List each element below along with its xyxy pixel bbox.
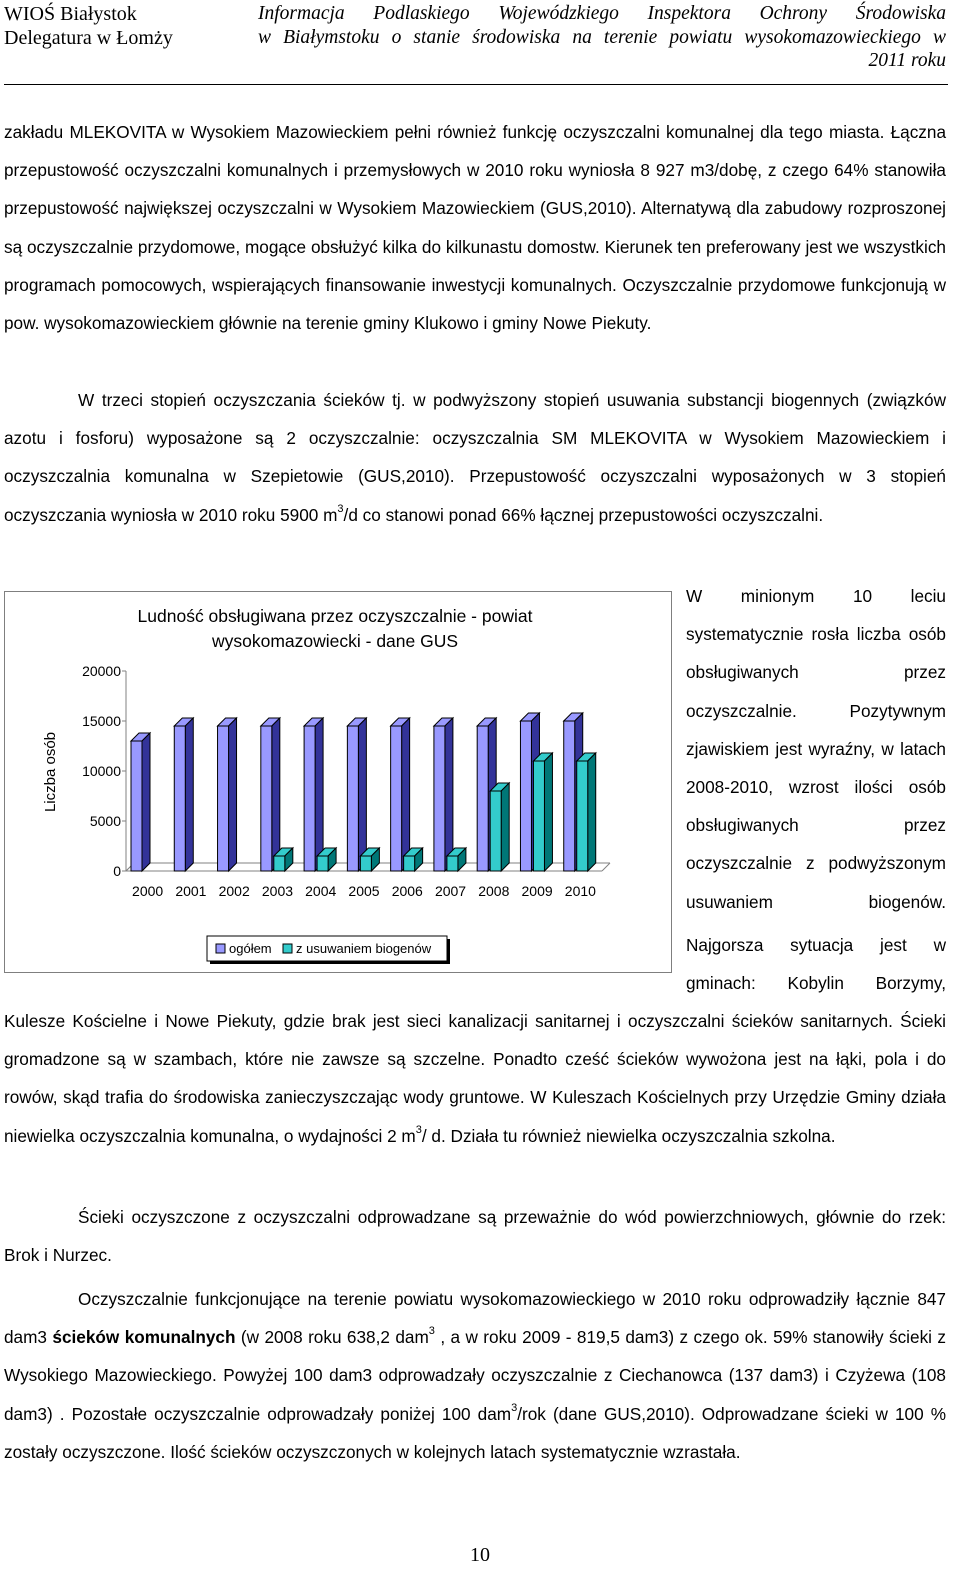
chart-x-tick-label: 2009	[521, 883, 553, 899]
chart-floor-right-edge	[602, 863, 610, 871]
bar-side-face	[185, 718, 193, 871]
paragraph-third-stage-treatment	[4, 381, 946, 534]
header-title-line-1: Informacja Podlaskiego Wojewódzkiego Inspektora Ochrony Środowiska	[258, 3, 946, 24]
bar-front-face	[447, 856, 458, 871]
bar-ogółem	[391, 718, 410, 871]
bar-ogółem	[304, 718, 323, 871]
chart-x-tick-label: 2001	[175, 883, 207, 899]
paragraph-receiving-waters: Ścieki oczyszczone z oczyszczalni odprowadzane są przeważnie do wód powierzchniowych, głównie do rzek: Brok i Nurzec.	[4, 1207, 946, 1266]
header-institution	[4, 2, 173, 50]
superscript: 3	[337, 502, 344, 515]
header-institution-name: WIOŚ Białystok	[4, 3, 137, 25]
chart-y-tick-label: 15000	[82, 713, 121, 729]
bar-side-face	[315, 718, 323, 871]
superscript: 3	[428, 1325, 435, 1338]
paragraph-population-trend: W minionym 10 leciu systematycznie rosła liczba osób obsługiwanych przez oczyszczalnie. Pozytywnym zjawiskiem jest wyraźny, w latach 2008-2010, wzrost ilości osób obsługiwanych przez oczyszczalnie z podwyższonym usuwaniem biogenów.	[686, 586, 946, 912]
bar-side-face	[445, 718, 453, 871]
bar-front-face	[261, 726, 272, 871]
paragraph-sewage-tanks	[4, 1002, 946, 1155]
header-divider	[4, 84, 948, 85]
chart-x-tick-label: 2004	[305, 883, 337, 899]
chart-y-tick-label: 10000	[82, 763, 121, 779]
bar-side-face	[402, 718, 410, 871]
bar-side-face	[544, 753, 552, 871]
chart-title-line-2: wysokomazowiecki - dane GUS	[211, 631, 459, 651]
chart-x-tick-label: 2006	[391, 883, 423, 899]
chart-y-tick-label: 0	[113, 863, 121, 879]
paragraph-text: Kulesze Kościelne i Nowe Piekuty, gdzie brak jest sieci kanalizacji sanitarnej i oczyszczalni ścieków sanitarnych. Ścieki gromadzone są w szambach, które nie zawsze są szczelne. Ponadto cześć ścieków wywożona jest na łąki, pola i do rowów, skąd trafia do środowiska zanieczyszczając wody gruntowe. W Kuleszach Kościelnych przy Urzędzie Gminy działa niewielka oczyszczalnia komunalna, o wydajności 2 m	[4, 1011, 946, 1146]
bar-front-face	[174, 726, 185, 871]
chart-x-tick-label: 2005	[348, 883, 380, 899]
chart-x-tick-label: 2003	[261, 883, 294, 899]
bar-front-face	[218, 726, 229, 871]
page-number: 10	[470, 1544, 490, 1566]
bar-front-face	[304, 726, 315, 871]
chart-x-tick-label: 2008	[478, 883, 510, 899]
chart-x-tick-label: 2007	[434, 883, 467, 899]
bar-z usuwaniem biogenów	[533, 753, 552, 871]
bar-ogółem	[218, 718, 237, 871]
chart-x-tick-label: 2000	[132, 883, 164, 899]
chart-bars	[131, 713, 596, 871]
bar-front-face	[391, 726, 402, 871]
paragraph-wastewater-capacity: zakładu MLEKOVITA w Wysokiem Mazowieckiem pełni również funkcję oczyszczalni komunalnej dla tego miasta. Łączna przepustowość oczyszczalni komunalnych i przemysłowych w 2010 roku wyniosła 8 927 m3/dobę, z czego 64% stanowiła przepustowość największej oczyszczalni w Wysokiem Mazowieckiem (GUS,2010). Alternatywą dla zabudowy rozproszonej są oczyszczalnie przydomowe, mogące obsłużyć kilka do kilkunastu domostw. Kierunek ten preferowany jest we wszystkich programach pomocowych, wspierających finansowanie inwestycji komunalnych. Oczyszczalnie przydomowe funkcjonują w pow. wysokomazowieckiem głównie na terenie gminy Klukowo i gminy Nowe Piekuty.	[4, 122, 946, 334]
bar-side-face	[501, 783, 509, 871]
chart-population-served	[4, 591, 672, 973]
chart-title-line-1: Ludność obsługiwana przez oczyszczalnie - powiat	[137, 606, 533, 626]
superscript: 3	[511, 1401, 518, 1414]
bar-front-face	[131, 741, 142, 871]
bar-front-face	[317, 856, 328, 871]
bar-ogółem	[261, 718, 280, 871]
paragraph-text: , a w roku 2009 - 819,5 dam3) z czego ok. 59% stanowiły ścieki z Wysokiego Mazowieckiego. Powyżej 100 dam3 odprowadzały oczyszczalnie z Ciechanowca (137 dam3) i Czyżewa (108 dam3) . Pozostałe oczyszczalnie odprowadzały poniżej 100 dam	[4, 1327, 946, 1424]
bar-ogółem	[131, 733, 150, 871]
bar-front-face	[577, 761, 588, 871]
bar-front-face	[434, 726, 445, 871]
chart-x-tick-label: 2002	[218, 883, 250, 899]
bar-front-face	[490, 791, 501, 871]
paragraph-text: / d. Działa tu również niewielka oczyszczalnia szkolna.	[421, 1125, 836, 1146]
bar-ogółem	[347, 718, 366, 871]
chart-legend	[207, 936, 450, 964]
header-title-line-2: w Białymstoku o stanie środowiska na terenie powiatu wysokomazowieckiego w	[258, 26, 946, 48]
bar-side-face	[588, 753, 596, 871]
paragraph-text: /rok (dane GUS,2010). Odprowadzane ścieki w 100 % zostały oczyszczone. Ilość ścieków oczyszczonych w kolejnych latach systematycznie wzrastała.	[4, 1403, 946, 1462]
bar-side-face	[358, 718, 366, 871]
chart-y-tick-label: 20000	[82, 663, 121, 679]
bar-front-face	[520, 721, 531, 871]
bar-front-face	[360, 856, 371, 871]
paragraph-text: W trzeci stopień oczyszczania ścieków tj. w podwyższony stopień usuwania substancji biogennych (związków azotu i fosforu) wyposażone są 2 oczyszczalnie: oczyszczalnia SM MLEKOVITA w Wysokiem Mazowieckiem i oczyszczalnia komunalna w Szepietowie (GUS,2010). Przepustowość oczyszczalni wyposażonych w 3 stopień oczyszczania wyniosła w 2010 roku 5900 m	[4, 390, 946, 525]
bar-ogółem	[434, 718, 453, 871]
bar-front-face	[533, 761, 544, 871]
header-title-line-3: 2011 roku	[868, 50, 946, 71]
chart-y-tick-label: 5000	[89, 813, 121, 829]
bar-side-face	[272, 718, 280, 871]
paragraph-text: /d co stanowi ponad 66% łącznej przepustowości oczyszczalni.	[343, 504, 824, 525]
chart-y-axis-label: Liczba osób	[42, 731, 59, 813]
paragraph-sewage-volume	[4, 1280, 946, 1471]
bar-z usuwaniem biogenów	[490, 783, 509, 871]
bar-ogółem	[174, 718, 193, 871]
legend-label: ogółem	[229, 941, 272, 956]
superscript: 3	[415, 1123, 422, 1136]
bar-front-face	[347, 726, 358, 871]
chart-canvas	[5, 592, 671, 972]
bar-front-face	[274, 856, 285, 871]
chart-x-tick-label: 2010	[564, 883, 596, 899]
paragraph-worst-situation-start: Najgorsza sytuacja jest w gminach: Kobylin Borzymy,	[686, 935, 946, 994]
bar-side-face	[142, 733, 150, 871]
bar-front-face	[477, 726, 488, 871]
legend-label: z usuwaniem biogenów	[296, 941, 432, 956]
legend-swatch	[216, 944, 225, 953]
bar-side-face	[229, 718, 237, 871]
bar-front-face	[404, 856, 415, 871]
bold-phrase: ścieków komunalnych	[52, 1327, 236, 1348]
paragraph-text: Oczyszczalnie funkcjonujące na terenie powiatu wysokomazowieckiego w 2010 roku odprowadziły łącznie 847 dam3	[4, 1289, 946, 1348]
bar-z usuwaniem biogenów	[577, 753, 596, 871]
header-institution-branch: Delegatura w Łomży	[4, 27, 173, 49]
legend-swatch	[283, 944, 292, 953]
paragraph-text: (w 2008 roku 638,2 dam	[235, 1327, 429, 1348]
bar-front-face	[564, 721, 575, 871]
header-document-title	[258, 2, 946, 73]
